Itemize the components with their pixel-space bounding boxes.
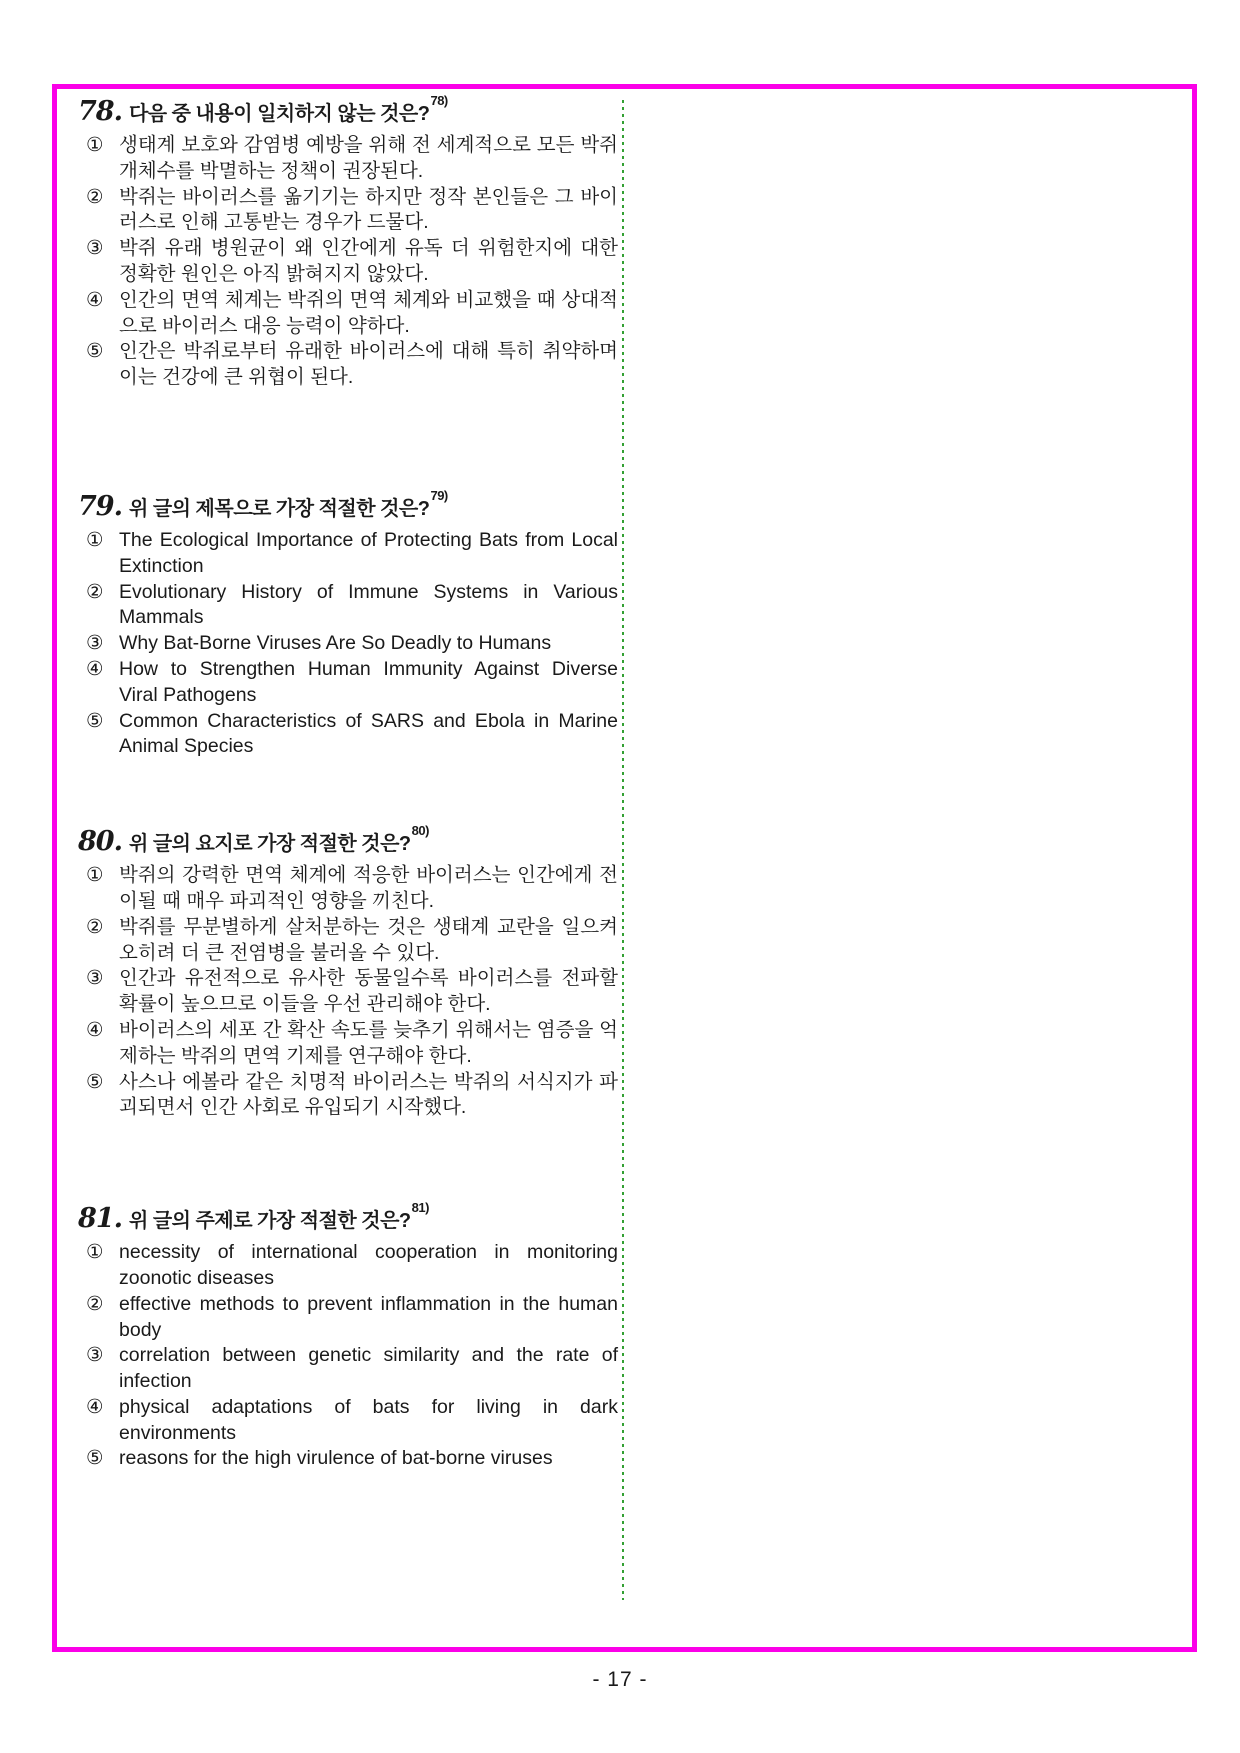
circled-number-icon: ① <box>86 528 104 551</box>
answer-option <box>86 863 618 915</box>
answer-options <box>86 863 618 1121</box>
question-header <box>78 1200 618 1235</box>
column-divider-dotted-line <box>622 100 624 1600</box>
question-title: 위 글의 제목으로 가장 적절한 것은? <box>128 497 430 520</box>
option-text: 인간과 유전적으로 유사한 동물일수록 바이러스를 전파할 확률이 높으므로 이들을 우선 관리해야 한다. <box>119 967 618 1016</box>
option-text: physical adaptations of bats for living in dark environments <box>119 1395 618 1444</box>
circled-number-icon: ⑤ <box>86 709 104 732</box>
footnote-reference: 78) <box>430 93 448 109</box>
answer-options <box>86 528 618 760</box>
answer-options <box>86 133 618 391</box>
option-text: 박쥐를 무분별하게 살처분하는 것은 생태계 교란을 일으켜 오히려 더 큰 전염병을 불러올 수 있다. <box>119 915 618 964</box>
answer-option <box>86 657 618 709</box>
option-text: 박쥐의 강력한 면역 체계에 적응한 바이러스는 인간에게 전이될 때 매우 파괴적인 영향을 끼친다. <box>119 864 618 912</box>
answer-options <box>86 1240 618 1472</box>
circled-number-icon: ④ <box>86 657 104 680</box>
circled-number-icon: ③ <box>86 237 104 260</box>
page-number: - 17 - <box>592 1668 648 1691</box>
option-text: effective methods to prevent inflammation in the human body <box>119 1292 618 1341</box>
circled-number-icon: ⑤ <box>86 1447 104 1470</box>
footnote-reference: 81) <box>411 1200 429 1216</box>
answer-option <box>86 631 618 657</box>
option-text: 인간은 박쥐로부터 유래한 바이러스에 대해 특히 취약하며 이는 건강에 큰 위협이 된다. <box>119 340 618 389</box>
answer-option <box>86 1018 618 1070</box>
circled-number-icon: ① <box>86 134 104 156</box>
answer-option <box>86 133 618 185</box>
option-text: reasons for the high virulence of bat-borne viruses <box>119 1447 553 1470</box>
option-text: correlation between genetic similarity and the rate of infection <box>119 1344 618 1393</box>
left-text-column <box>78 93 618 1552</box>
footnote-reference: 80) <box>411 823 429 839</box>
circled-number-icon: ① <box>86 864 104 887</box>
circled-number-icon: ② <box>86 580 104 603</box>
question-79 <box>78 488 618 760</box>
answer-option <box>86 580 618 632</box>
answer-option <box>86 1240 618 1292</box>
footnote-reference: 79) <box>430 488 448 504</box>
answer-option <box>86 236 618 288</box>
circled-number-icon: ④ <box>86 288 104 311</box>
circled-number-icon: ① <box>86 1241 104 1264</box>
answer-option <box>86 1446 618 1472</box>
option-text: Why Bat-Borne Viruses Are So Deadly to Humans <box>119 632 552 655</box>
answer-option <box>86 528 618 580</box>
circled-number-icon: ③ <box>86 632 104 655</box>
option-text: Common Characteristics of SARS and Ebola in Marine Animal Species <box>119 709 618 758</box>
question-header <box>78 488 618 522</box>
answer-option <box>86 915 618 967</box>
circled-number-icon: ② <box>86 185 104 208</box>
question-title: 위 글의 주제로 가장 적절한 것은? <box>128 1210 411 1233</box>
option-text: 박쥐는 바이러스를 옮기기는 하지만 정작 본인들은 그 바이러스로 인해 고통받는 경우가 드물다. <box>119 185 618 234</box>
answer-option <box>86 185 618 237</box>
option-text: 바이러스의 세포 간 확산 속도를 늦추기 위해서는 염증을 억제하는 박쥐의 면역 기제를 연구해야 한다. <box>119 1018 618 1067</box>
circled-number-icon: ⑤ <box>86 340 104 363</box>
circled-number-icon: ② <box>86 915 104 938</box>
question-number: 78. <box>78 96 122 127</box>
question-81 <box>78 1200 618 1472</box>
question-number: 80. <box>78 826 122 858</box>
question-number: 79. <box>78 490 122 522</box>
option-text: 인간의 면역 체계는 박쥐의 면역 체계와 비교했을 때 상대적으로 바이러스 대응 능력이 약하다. <box>119 288 618 337</box>
circled-number-icon: ⑤ <box>86 1070 104 1093</box>
option-text: Evolutionary History of Immune Systems in Various Mammals <box>119 580 618 629</box>
answer-option <box>86 966 618 1018</box>
question-title: 다음 중 내용이 일치하지 않는 것은? <box>128 103 430 125</box>
question-number: 81. <box>78 1203 122 1235</box>
question-title: 위 글의 요지로 가장 적절한 것은? <box>128 833 411 856</box>
question-80 <box>78 823 618 1121</box>
answer-option <box>86 339 618 391</box>
circled-number-icon: ③ <box>86 1344 104 1367</box>
answer-option <box>86 1395 618 1447</box>
answer-option <box>86 1343 618 1395</box>
option-text: 사스나 에볼라 같은 치명적 바이러스는 박쥐의 서식지가 파괴되면서 인간 사회로 유입되기 시작했다. <box>119 1070 618 1119</box>
option-text: 박쥐 유래 병원균이 왜 인간에게 유독 더 위험한지에 대한 정확한 원인은 아직 밝혀지지 않았다. <box>119 237 618 285</box>
option-text: The Ecological Importance of Protecting Bats from Local Extinction <box>119 528 618 577</box>
question-header <box>78 93 618 127</box>
circled-number-icon: ④ <box>86 1395 104 1418</box>
answer-option <box>86 1292 618 1344</box>
option-text: How to Strengthen Human Immunity Against Diverse Viral Pathogens <box>119 657 618 706</box>
answer-option <box>86 288 618 340</box>
circled-number-icon: ④ <box>86 1018 104 1041</box>
question-header <box>78 823 618 858</box>
circled-number-icon: ③ <box>86 967 104 990</box>
question-78 <box>78 93 618 391</box>
answer-option <box>86 1070 618 1122</box>
answer-option <box>86 709 618 761</box>
circled-number-icon: ② <box>86 1292 104 1315</box>
option-text: 생태계 보호와 감염병 예방을 위해 전 세계적으로 모든 박쥐 개체수를 박멸하는 정책이 권장된다. <box>119 134 618 182</box>
option-text: necessity of international cooperation in monitoring zoonotic diseases <box>119 1241 618 1289</box>
